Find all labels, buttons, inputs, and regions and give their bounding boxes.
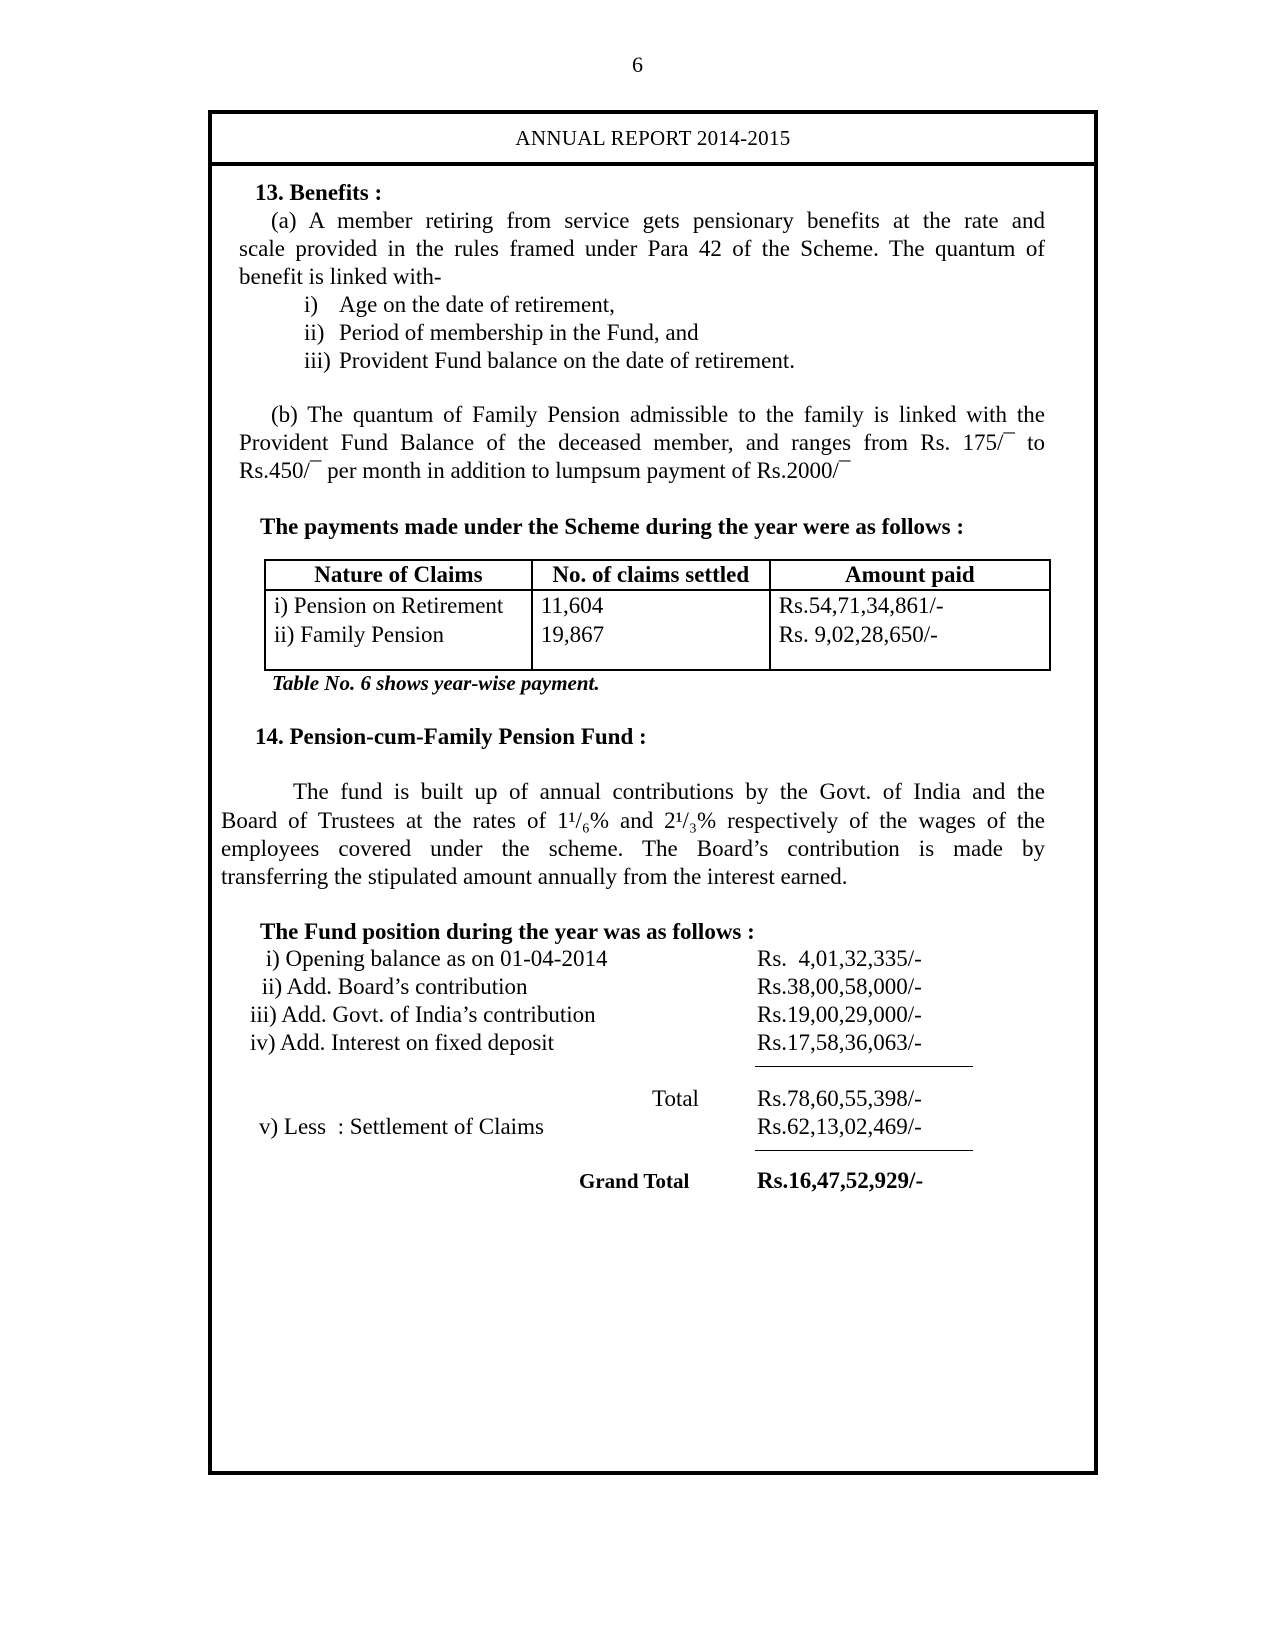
section-14-line-4: transferring the stipulated amount annually from the interest earned. xyxy=(221,864,848,889)
claims-table xyxy=(264,559,1051,671)
list-item-num: i) xyxy=(304,292,319,317)
total-label: Total xyxy=(652,1086,699,1111)
nature-value: i) Pension on Retirement xyxy=(274,593,504,618)
para-a-line-3: benefit is linked with- xyxy=(239,264,442,289)
fund-heading: The Fund position during the year was as follows : xyxy=(260,919,755,944)
amount-value: Rs. 9,02,28,650/- xyxy=(778,622,938,647)
less-label: v) Less : Settlement of Claims xyxy=(259,1114,544,1139)
para-a-line-2: scale provided in the rules framed under Para 42 of the Scheme. The quantum of xyxy=(239,236,1045,261)
para-a-line-1: (a) A member retiring from service gets pensionary benefits at the rate and xyxy=(271,208,1045,233)
total-amount: Rs.78,60,55,398/- xyxy=(757,1086,922,1111)
subtotal-rule xyxy=(755,1066,973,1067)
list-item-text: Age on the date of retirement, xyxy=(339,292,615,317)
list-item-text: Provident Fund balance on the date of retirement. xyxy=(339,348,796,373)
grand-total-amount: Rs.16,47,52,929/- xyxy=(757,1168,924,1193)
column-header: No. of claims settled xyxy=(532,560,770,590)
grand-total-label: Grand Total xyxy=(579,1169,690,1193)
count-value: 19,867 xyxy=(540,622,605,647)
nature-cell xyxy=(265,590,532,670)
fund-item-amount: Rs.19,00,29,000/- xyxy=(757,1002,922,1027)
section-14-line-3: employees covered under the scheme. The Board’s contribution is made by xyxy=(221,836,1045,861)
amount-cell xyxy=(770,590,1050,670)
fund-item-label: iv) Add. Interest on fixed deposit xyxy=(250,1030,555,1055)
count-value: 11,604 xyxy=(540,593,604,618)
report-header: ANNUAL REPORT 2014-2015 xyxy=(212,114,1094,166)
count-cell xyxy=(532,590,770,670)
list-item-num: iii) xyxy=(304,348,331,373)
grand-total-rule xyxy=(755,1150,973,1151)
amount-value: Rs.54,71,34,861/- xyxy=(778,593,944,618)
para-b-line-2: Provident Fund Balance of the deceased member, and ranges from Rs. 175/¯ to xyxy=(239,430,1045,455)
report-frame xyxy=(208,110,1098,1475)
para-b-line-1: (b) The quantum of Family Pension admissible to the family is linked with the xyxy=(271,402,1045,427)
section-13-heading: 13. Benefits : xyxy=(255,180,383,205)
column-header: Nature of Claims xyxy=(265,560,532,590)
table-header-row xyxy=(265,560,1050,590)
para-b-line-3: Rs.450/¯ per month in addition to lumpsum payment of Rs.2000/¯ xyxy=(239,458,851,483)
list-item-num: ii) xyxy=(304,320,325,345)
page-number: 6 xyxy=(632,52,643,77)
section-14-line-1: The fund is built up of annual contributions by the Govt. of India and the xyxy=(293,779,1045,804)
fund-item-label: i) Opening balance as on 01-04-2014 xyxy=(260,946,608,971)
less-amount: Rs.62,13,02,469/- xyxy=(757,1114,922,1139)
section-14-line-2: Board of Trustees at the rates of 1¹/₆% and 2¹/₃% respectively of the wages of the xyxy=(221,808,1045,833)
nature-value: ii) Family Pension xyxy=(274,622,444,647)
fund-item-amount: Rs.17,58,36,063/- xyxy=(757,1030,922,1055)
fund-item-label: iii) Add. Govt. of India’s contribution xyxy=(250,1002,596,1027)
list-item-text: Period of membership in the Fund, and xyxy=(339,320,699,345)
section-14-heading: 14. Pension-cum-Family Pension Fund : xyxy=(255,724,647,749)
payments-heading: The payments made under the Scheme during the year were as follows : xyxy=(260,514,965,539)
table-row xyxy=(265,590,1050,670)
fund-item-amount: Rs.38,00,58,000/- xyxy=(757,974,922,999)
fund-item-amount: Rs. 4,01,32,335/- xyxy=(757,946,922,971)
table-note: Table No. 6 shows year-wise payment. xyxy=(272,671,600,695)
fund-item-label: ii) Add. Board’s contribution xyxy=(256,974,528,999)
column-header: Amount paid xyxy=(770,560,1050,590)
